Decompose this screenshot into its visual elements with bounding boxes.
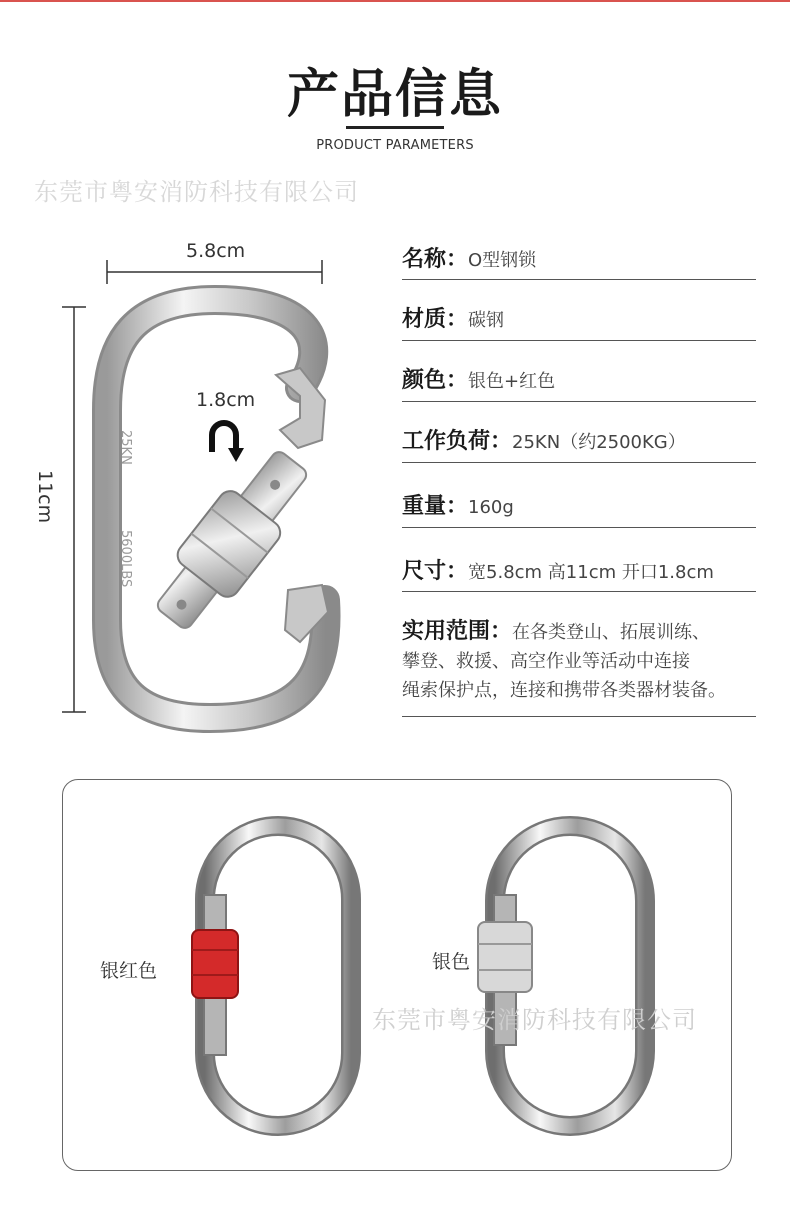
engraving-rating: 25KN [118,430,133,465]
spec-label: 材质： [402,307,469,332]
spec-label: 名称： [402,247,469,272]
engraving-lbs: 5600LBS [118,530,133,588]
spec-label: 尺寸： [402,559,469,584]
page-subtitle: PRODUCT PARAMETERS [316,138,474,153]
usage-line-3: 绳索保护点，连接和携带各类器材装备。 [402,680,726,701]
opening-label: 1.8cm [196,389,256,411]
spec-value: 银色+红色 [468,371,556,392]
variant-label-silver-red: 银红色 [100,960,158,982]
spec-label: 颜色： [402,368,469,393]
usage-label: 实用范围： [402,619,513,644]
company-watermark-2: 东莞市粤安消防科技有限公司 [372,1006,697,1034]
spec-value: 碳钢 [468,310,505,331]
spec-label: 重量： [402,494,469,519]
usage-text-1: 在各类登山、拓展训练、 [512,622,711,643]
carabiner-silver [478,826,645,1126]
spec-label: 工作负荷： [402,429,513,454]
height-label: 11cm [34,470,56,524]
width-label: 5.8cm [186,240,246,262]
spec-value: 160g [468,497,514,518]
spec-value: O型钢锁 [468,250,537,271]
carabiner-silver-red [192,826,351,1126]
usage-line-2: 攀登、救援、高空作业等活动中连接 [402,651,690,672]
red-sleeve [192,930,238,998]
page-title: 产品信息 [286,65,503,125]
spec-value: 宽5.8cm 高11cm 开口1.8cm [468,562,714,583]
spec-value: 25KN（约2500KG） [512,432,686,453]
silver-sleeve [478,922,532,992]
company-watermark: 东莞市粤安消防科技有限公司 [34,178,359,206]
variant-label-silver: 银色 [432,951,471,973]
